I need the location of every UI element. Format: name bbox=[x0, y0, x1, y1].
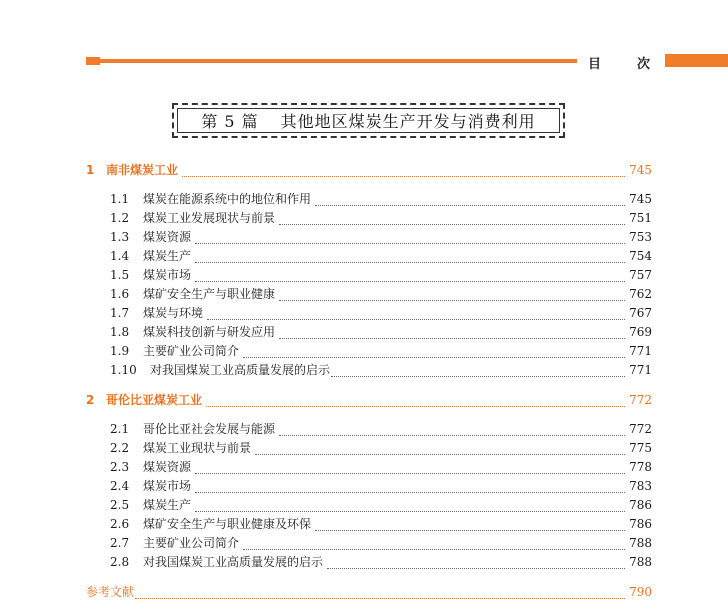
chapter-number: 1 bbox=[86, 163, 95, 177]
section-number: 2.8 bbox=[110, 555, 130, 569]
section-number: 2.6 bbox=[110, 517, 130, 531]
section-number: 1.10 bbox=[110, 363, 137, 377]
section-title: 煤炭资源 bbox=[143, 230, 192, 244]
section-page: 783 bbox=[629, 479, 652, 493]
header-title-right: 次 bbox=[637, 57, 651, 72]
section-number: 1.9 bbox=[110, 344, 130, 358]
section-page: 754 bbox=[629, 249, 652, 263]
part-title: 其他地区煤炭生产开发与消费利用 bbox=[280, 112, 536, 131]
header-title-left: 目 bbox=[588, 57, 602, 72]
chapter-title: 哥伦比亚煤炭工业 bbox=[106, 393, 203, 407]
section-title: 煤炭资源 bbox=[143, 460, 192, 474]
dot-leader bbox=[182, 166, 625, 177]
toc-chapter-1[interactable] bbox=[86, 163, 652, 177]
section-page: 778 bbox=[629, 460, 652, 474]
toc-section-2-8[interactable] bbox=[110, 555, 652, 569]
toc-section-2-4[interactable] bbox=[110, 479, 652, 493]
dot-leader bbox=[327, 558, 625, 569]
section-number: 2.5 bbox=[110, 498, 130, 512]
toc-section-1-6[interactable] bbox=[110, 287, 652, 301]
section-page: 772 bbox=[629, 422, 652, 436]
section-number: 1.1 bbox=[110, 192, 130, 206]
references-page: 790 bbox=[629, 585, 652, 599]
section-page: 786 bbox=[629, 498, 652, 512]
section-title: 煤炭与环境 bbox=[143, 306, 204, 320]
section-number: 1.2 bbox=[110, 211, 130, 225]
dot-leader bbox=[279, 425, 625, 436]
section-title: 煤炭工业现状与前景 bbox=[143, 441, 252, 455]
dot-leader bbox=[195, 252, 625, 263]
section-title: 主要矿业公司简介 bbox=[143, 536, 240, 550]
dot-leader bbox=[195, 482, 625, 493]
section-title: 煤炭科技创新与研发应用 bbox=[143, 325, 276, 339]
section-title: 煤炭市场 bbox=[143, 479, 192, 493]
section-number: 2.2 bbox=[110, 441, 130, 455]
dot-leader bbox=[315, 195, 625, 206]
section-number: 1.3 bbox=[110, 230, 130, 244]
section-page: 751 bbox=[629, 211, 652, 225]
section-number: 1.7 bbox=[110, 306, 130, 320]
toc-chapter-2[interactable] bbox=[86, 393, 652, 407]
section-number: 2.1 bbox=[110, 422, 130, 436]
references-title: 参考文献 bbox=[86, 585, 135, 599]
toc-section-1-3[interactable] bbox=[110, 230, 652, 244]
toc-section-2-3[interactable] bbox=[110, 460, 652, 474]
toc-section-1-7[interactable] bbox=[110, 306, 652, 320]
toc-section-1-5[interactable] bbox=[110, 268, 652, 282]
section-title: 主要矿业公司简介 bbox=[143, 344, 240, 358]
section-number: 1.6 bbox=[110, 287, 130, 301]
toc-section-2-2[interactable] bbox=[110, 441, 652, 455]
section-title: 煤矿安全生产与职业健康 bbox=[143, 287, 276, 301]
section-title: 对我国煤炭工业高质量发展的启示 bbox=[150, 363, 331, 377]
section-number: 1.8 bbox=[110, 325, 130, 339]
toc-section-2-1[interactable] bbox=[110, 422, 652, 436]
dot-leader bbox=[206, 396, 625, 407]
section-title: 煤炭在能源系统中的地位和作用 bbox=[143, 192, 312, 206]
section-title: 煤炭生产 bbox=[143, 249, 192, 263]
toc-section-1-2[interactable] bbox=[110, 211, 652, 225]
section-number: 2.7 bbox=[110, 536, 130, 550]
chapter-number: 2 bbox=[86, 393, 95, 407]
dot-leader bbox=[279, 290, 625, 301]
chapter-page: 745 bbox=[629, 163, 652, 177]
section-title: 煤炭工业发展现状与前景 bbox=[143, 211, 276, 225]
toc-section-1-9[interactable] bbox=[110, 344, 652, 358]
dot-leader bbox=[243, 539, 625, 550]
section-page: 771 bbox=[629, 363, 652, 377]
section-number: 2.3 bbox=[110, 460, 130, 474]
part-title-box bbox=[172, 103, 565, 138]
dot-leader bbox=[279, 328, 625, 339]
section-page: 788 bbox=[629, 555, 652, 569]
toc-section-2-5[interactable] bbox=[110, 498, 652, 512]
header-accent-bar bbox=[665, 54, 728, 67]
section-title: 煤炭生产 bbox=[143, 498, 192, 512]
dot-leader bbox=[255, 444, 625, 455]
section-page: 771 bbox=[629, 344, 652, 358]
toc-section-1-4[interactable] bbox=[110, 249, 652, 263]
section-number: 1.5 bbox=[110, 268, 130, 282]
header-rule-line bbox=[89, 59, 577, 63]
section-page: 757 bbox=[629, 268, 652, 282]
chapter-page: 772 bbox=[629, 393, 652, 407]
section-number: 1.4 bbox=[110, 249, 130, 263]
dot-leader bbox=[315, 520, 625, 531]
toc-references[interactable] bbox=[86, 585, 652, 599]
toc-section-2-7[interactable] bbox=[110, 536, 652, 550]
dot-leader bbox=[135, 588, 625, 599]
dot-leader bbox=[243, 347, 625, 358]
section-number: 2.4 bbox=[110, 479, 130, 493]
dot-leader bbox=[195, 233, 625, 244]
section-page: 786 bbox=[629, 517, 652, 531]
part-title-frame bbox=[177, 108, 560, 133]
dot-leader bbox=[279, 214, 625, 225]
section-page: 762 bbox=[629, 287, 652, 301]
dot-leader bbox=[195, 271, 625, 282]
section-title: 煤炭市场 bbox=[143, 268, 192, 282]
section-page: 767 bbox=[629, 306, 652, 320]
part-number: 第 5 篇 bbox=[201, 112, 259, 131]
dot-leader bbox=[195, 463, 625, 474]
section-page: 769 bbox=[629, 325, 652, 339]
toc-section-1-10[interactable] bbox=[110, 363, 652, 377]
section-page: 788 bbox=[629, 536, 652, 550]
dot-leader bbox=[331, 366, 625, 377]
section-title: 哥伦比亚社会发展与能源 bbox=[143, 422, 276, 436]
section-title: 对我国煤炭工业高质量发展的启示 bbox=[143, 555, 324, 569]
section-page: 775 bbox=[629, 441, 652, 455]
toc-section-2-6[interactable] bbox=[110, 517, 652, 531]
toc-section-1-1[interactable] bbox=[110, 192, 652, 206]
chapter-title: 南非煤炭工业 bbox=[106, 163, 179, 177]
section-page: 753 bbox=[629, 230, 652, 244]
dot-leader bbox=[207, 309, 625, 320]
section-title: 煤矿安全生产与职业健康及环保 bbox=[143, 517, 312, 531]
section-page: 745 bbox=[629, 192, 652, 206]
toc-section-1-8[interactable] bbox=[110, 325, 652, 339]
dot-leader bbox=[195, 501, 625, 512]
